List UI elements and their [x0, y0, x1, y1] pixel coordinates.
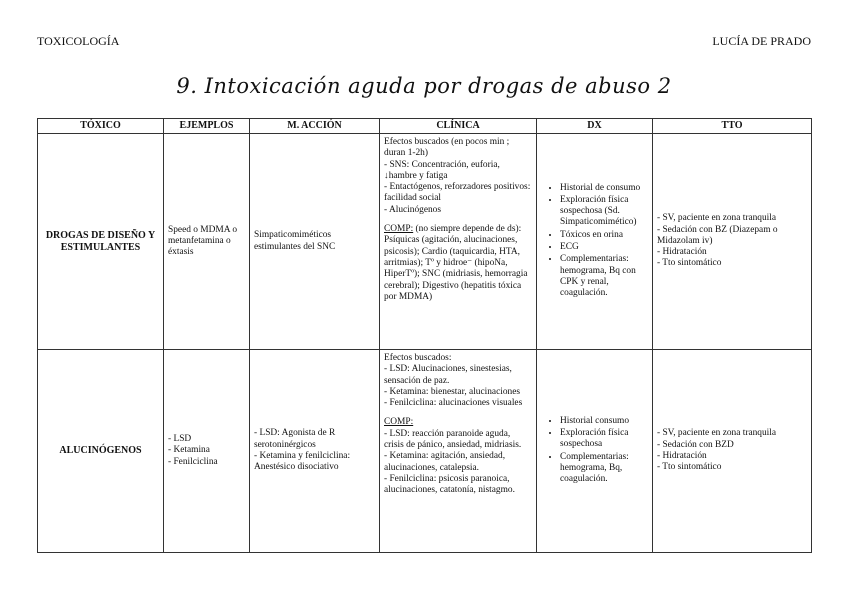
col-header-dx: DX: [537, 119, 653, 134]
tto-line: - SV, paciente en zona tranquila: [657, 213, 777, 224]
tto-line: - Sedación con BZ (Diazepam o Midazolam iv): [657, 224, 778, 246]
dx-list: [541, 183, 648, 300]
comp-label: COMP:: [384, 224, 414, 235]
comp-label: COMP:: [384, 417, 414, 428]
tto-line: - Hidratación: [657, 451, 707, 461]
col-header-tto: TTO: [653, 119, 812, 134]
tto-line: - Tto sintomático: [657, 462, 722, 473]
table-row: [38, 134, 812, 350]
table-row: [38, 350, 812, 553]
cell-ejemplos: [164, 134, 250, 350]
col-header-ejemplos: EJEMPLOS: [164, 119, 250, 134]
clinica-line: - Entactógenos, reforzadores positivos: facilidad social: [384, 182, 531, 204]
dx-item: • Tóxicos en orina: [560, 230, 648, 241]
clinica-line: - Ketamina: bienestar, alucinaciones: [384, 386, 521, 397]
dx-item: • ECG: [560, 242, 648, 253]
cell-dx: [537, 350, 653, 553]
accion-line: Simpaticomiméticos estimulantes del SNC: [254, 230, 336, 252]
ejemplo-line: - LSD: [168, 434, 192, 445]
clinica-line: - Fenilciclina: alucinaciones visuales: [384, 398, 523, 409]
ejemplo-line: - Ketamina: [168, 445, 210, 456]
clinica-intro: Efectos buscados:: [384, 353, 452, 363]
cell-accion: [250, 134, 380, 350]
col-header-accion: M. ACCIÓN: [250, 119, 380, 134]
comp-text: (no siempre depende de ds): Psíquicas (agitación, alucinaciones, psicosis); Cardio (taquicardia, HTA, arritmias); Tº y hidroe⁻ (hipoNa, HiperTº); SNC (midriasis, hemorragia cerebral); Digestivo (hepatitis tóxica por MDMA): [384, 224, 528, 302]
toxicology-table: [37, 118, 812, 553]
clinica-line: - Alucinógenos: [384, 204, 442, 215]
cell-clinica: [380, 134, 537, 350]
clinica-intro: Efectos buscados (en pocos min ; duran 1-2h): [384, 137, 510, 159]
tto-line: - SV, paciente en zona tranquila: [657, 428, 777, 439]
cell-toxico: DROGAS DE DISEÑO Y ESTIMULANTES: [38, 134, 164, 350]
col-header-toxico: TÓXICO: [38, 119, 164, 134]
clinica-line: - SNS: Concentración, euforia, ↓hambre y fatiga: [384, 159, 500, 181]
dx-item: • Historial de consumo: [560, 183, 648, 194]
header-right-author: LUCÍA DE PRADO: [712, 34, 811, 48]
dx-item: • Complementarias: hemograma, Bq, coagulación.: [560, 452, 648, 486]
dx-item: • Historial consumo: [560, 416, 648, 427]
header-left-subject: TOXICOLOGÍA: [37, 34, 120, 48]
comp-line: - Fenilciclina: psicosis paranoica, alucinaciones, catatonía, nistagmo.: [384, 473, 515, 496]
comp-line: - LSD: reacción paranoide aguda, crisis de pánico, ansiedad, midriasis.: [384, 428, 522, 451]
comp-line: - Ketamina: agitación, ansiedad, alucinaciones, catalepsia.: [384, 451, 506, 473]
page-title: 9. Intoxicación aguda por drogas de abuso 2: [176, 74, 672, 98]
accion-line: - Ketamina y fenilciclina: Anestésico disociativo: [254, 451, 351, 473]
cell-clinica: [380, 350, 537, 553]
clinica-line: - LSD: Alucinaciones, sinestesias, sensación de paz.: [384, 364, 512, 386]
tto-line: - Sedación con BZD: [657, 439, 734, 450]
tto-line: - Tto sintomático: [657, 258, 722, 269]
dx-item: • Exploración física sospechosa: [560, 428, 648, 451]
dx-item: • Complementarias: hemograma, Bq con CPK y renal, coagulación.: [560, 254, 648, 299]
ejemplo-line: - Fenilciclina: [168, 456, 218, 467]
cell-ejemplos: [164, 350, 250, 553]
dx-item: • Exploración física sospechosa (Sd. Simpaticomimético): [560, 195, 648, 229]
ejemplo-line: Speed o MDMA o metanfetamina o éxtasis: [168, 224, 238, 258]
accion-line: - LSD: Agonista de R serotoninérgicos: [254, 428, 336, 450]
cell-tto: [653, 134, 812, 350]
comp-block: [384, 224, 532, 303]
dx-list: [541, 416, 648, 486]
cell-toxico: ALUCINÓGENOS: [38, 350, 164, 553]
cell-tto: [653, 350, 812, 553]
cell-accion: [250, 350, 380, 553]
table-header-row: [38, 119, 812, 134]
cell-dx: [537, 134, 653, 350]
col-header-clinica: CLÍNICA: [380, 119, 537, 134]
tto-line: - Hidratación: [657, 247, 707, 258]
